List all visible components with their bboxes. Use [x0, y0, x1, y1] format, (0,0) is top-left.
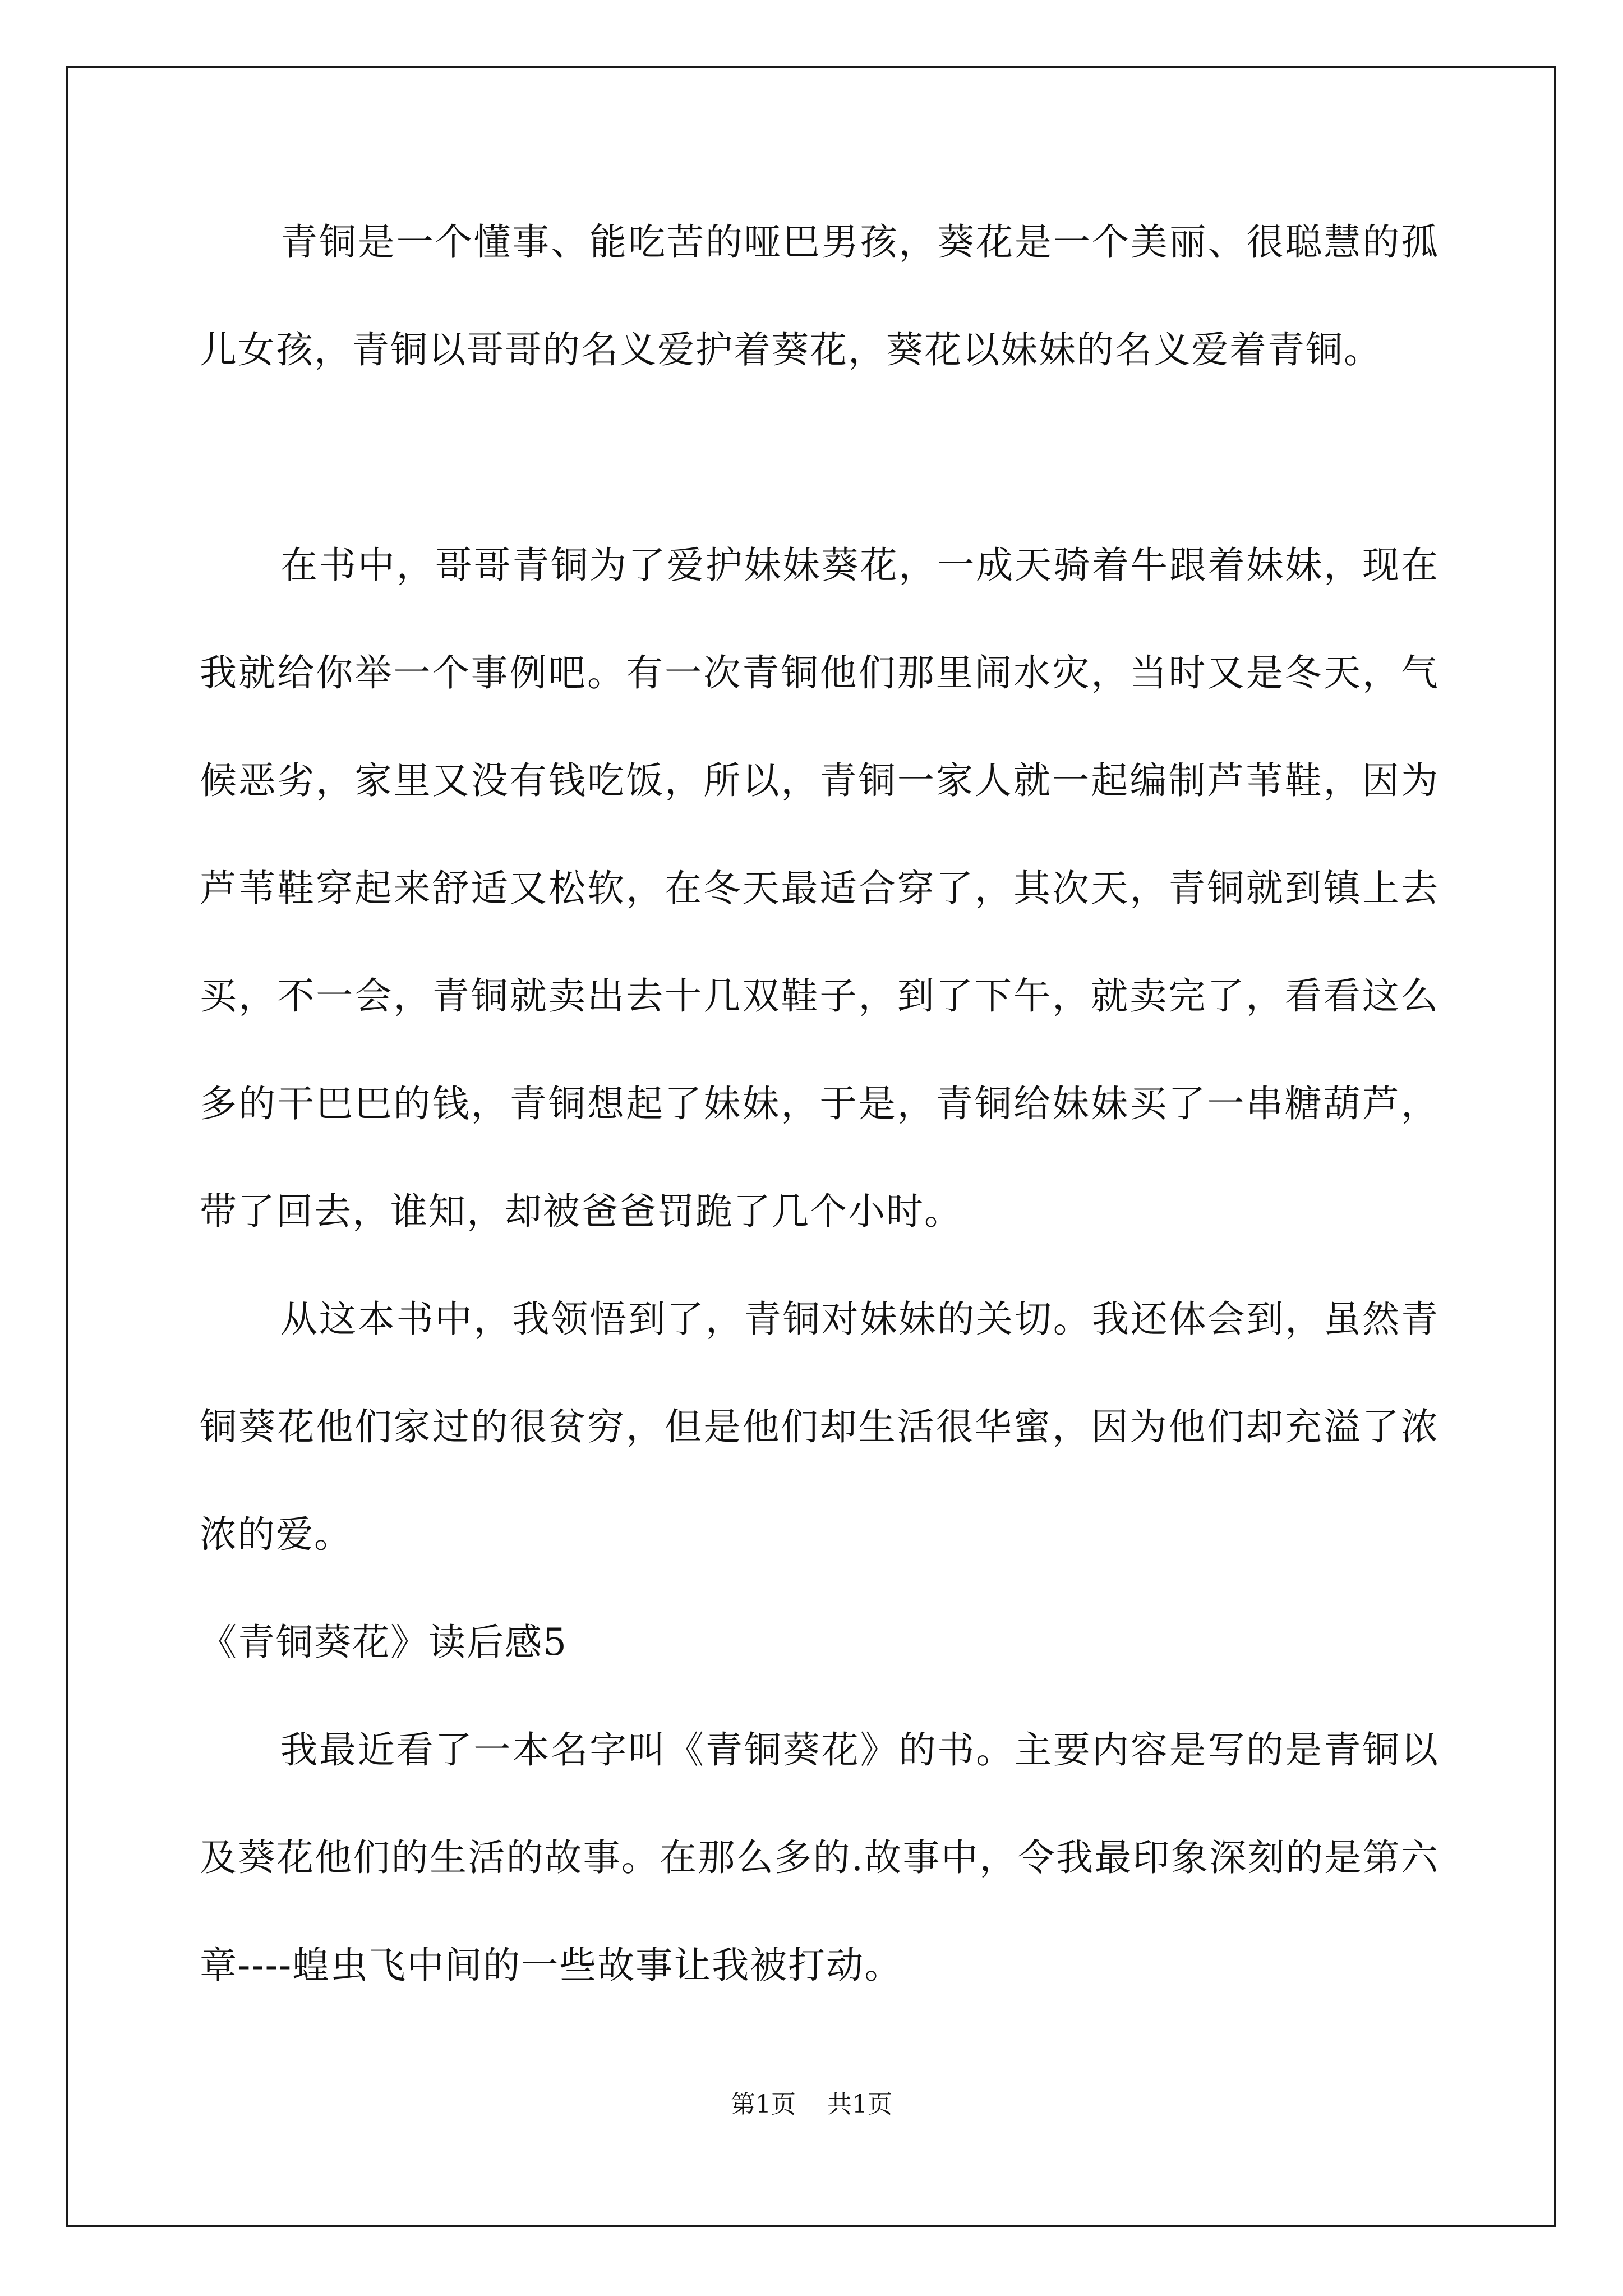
paragraph-1: 青铜是一个懂事、能吃苦的哑巴男孩，葵花是一个美丽、很聪慧的孤儿女孩，青铜以哥哥的名义爱护着葵花，葵花以妹妹的名义爱着青铜。 — [200, 220, 1439, 371]
page-number: 第1页 — [731, 2090, 796, 2119]
page-total: 共1页 — [827, 2090, 892, 2119]
paragraph-2: 在书中，哥哥青铜为了爱护妹妹葵花，一成天骑着牛跟着妹妹，现在我就给你举一个事例吧。有一次青铜他们那里闹水灾，当时又是冬天，气候恶劣，家里又没有钱吃饭，所以，青铜一家人就一起编制芦苇鞋，因为芦苇鞋穿起来舒适又松软，在冬天最适合穿了，其次天，青铜就到镇上去买，不一会，青铜就卖出去十几双鞋子，到了下午，就卖完了，看看这么多的干巴巴的钱，青铜想起了妹妹，于是，青铜给妹妹买了一串糖葫芦，带了回去，谁知，却被爸爸罚跪了几个小时。 — [200, 544, 1439, 1233]
section-title: 《青铜葵花》读后感5 — [200, 1621, 568, 1664]
paragraph-3: 从这本书中，我领悟到了，青铜对妹妹的关切。我还体会到，虽然青铜葵花他们家过的很贫穷，但是他们却生活很华蜜，因为他们却充溢了浓浓的爱。 — [200, 1297, 1439, 1556]
paragraph-4: 我最近看了一本名字叫《青铜葵花》的书。主要内容是写的是青铜以及葵花他们的生活的故事。在那么多的.故事中，令我最印象深刻的是第六章----蝗虫飞中间的一些故事让我被打动。 — [200, 1728, 1439, 1987]
page-footer — [0, 2088, 1623, 2122]
